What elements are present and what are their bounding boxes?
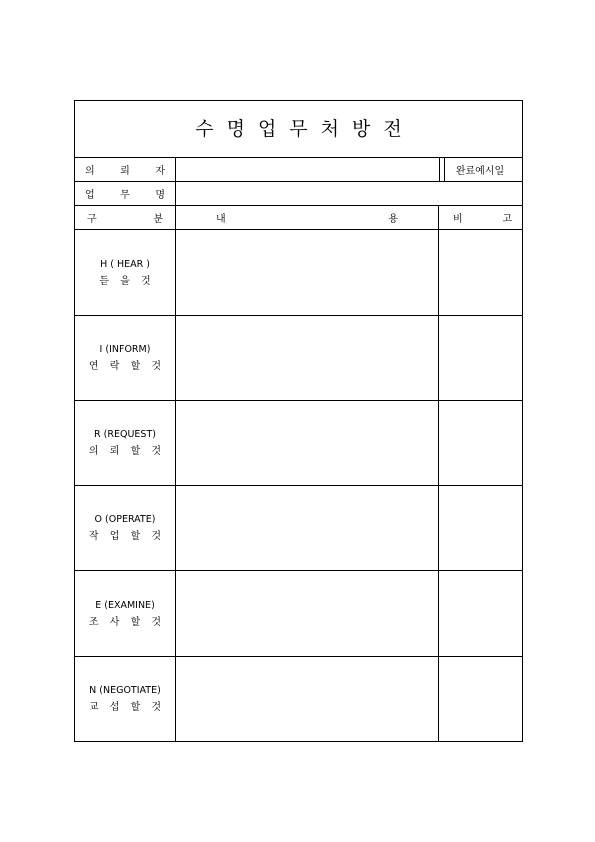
section-row-operate	[75, 486, 522, 571]
task-row	[75, 182, 522, 206]
content-field[interactable]	[176, 657, 438, 741]
work-order-form	[74, 100, 523, 742]
content-header: 내 용	[216, 214, 398, 225]
requester-field[interactable]	[176, 158, 444, 181]
task-field[interactable]	[176, 182, 522, 205]
remarks-header: 비 고	[453, 214, 512, 225]
content-field[interactable]	[176, 486, 438, 570]
remarks-field[interactable]	[439, 657, 522, 741]
column-header-row	[75, 206, 522, 230]
remarks-field[interactable]	[439, 571, 522, 656]
content-field[interactable]	[176, 230, 438, 315]
remarks-field[interactable]	[439, 486, 522, 570]
section-row-request	[75, 401, 522, 486]
section-row-negotiate	[75, 657, 522, 741]
content-field[interactable]	[176, 401, 438, 485]
section-row-hear	[75, 230, 522, 316]
section-row-examine	[75, 571, 522, 657]
section-row-inform	[75, 316, 522, 401]
requester-label: 의 뢰 자	[85, 166, 165, 177]
section-label: H ( HEAR ) 듣 을 것	[99, 258, 155, 287]
section-label: R (REQUEST) 의 뢰 할 것	[88, 429, 166, 457]
section-label: I (INFORM) 연 락 할 것	[88, 344, 166, 372]
remarks-field[interactable]	[439, 401, 522, 485]
section-label: N (NEGOTIATE) 교 섭 할 것	[88, 685, 166, 713]
task-label: 업 무 명	[85, 190, 165, 201]
content-field[interactable]	[176, 571, 438, 656]
due-date-label: 완료예시일	[455, 166, 505, 177]
section-label: O (OPERATE) 작 업 할 것	[88, 514, 166, 542]
section-label: E (EXAMINE) 조 사 할 것	[88, 599, 166, 628]
remarks-field[interactable]	[439, 316, 522, 400]
category-header: 구 분	[87, 214, 163, 225]
requester-row	[75, 158, 522, 182]
form-title: 수명업무처방전	[195, 118, 415, 140]
remarks-field[interactable]	[439, 230, 522, 315]
due-date-field[interactable]	[440, 158, 522, 181]
content-field[interactable]	[176, 316, 438, 400]
title-row	[75, 101, 522, 158]
